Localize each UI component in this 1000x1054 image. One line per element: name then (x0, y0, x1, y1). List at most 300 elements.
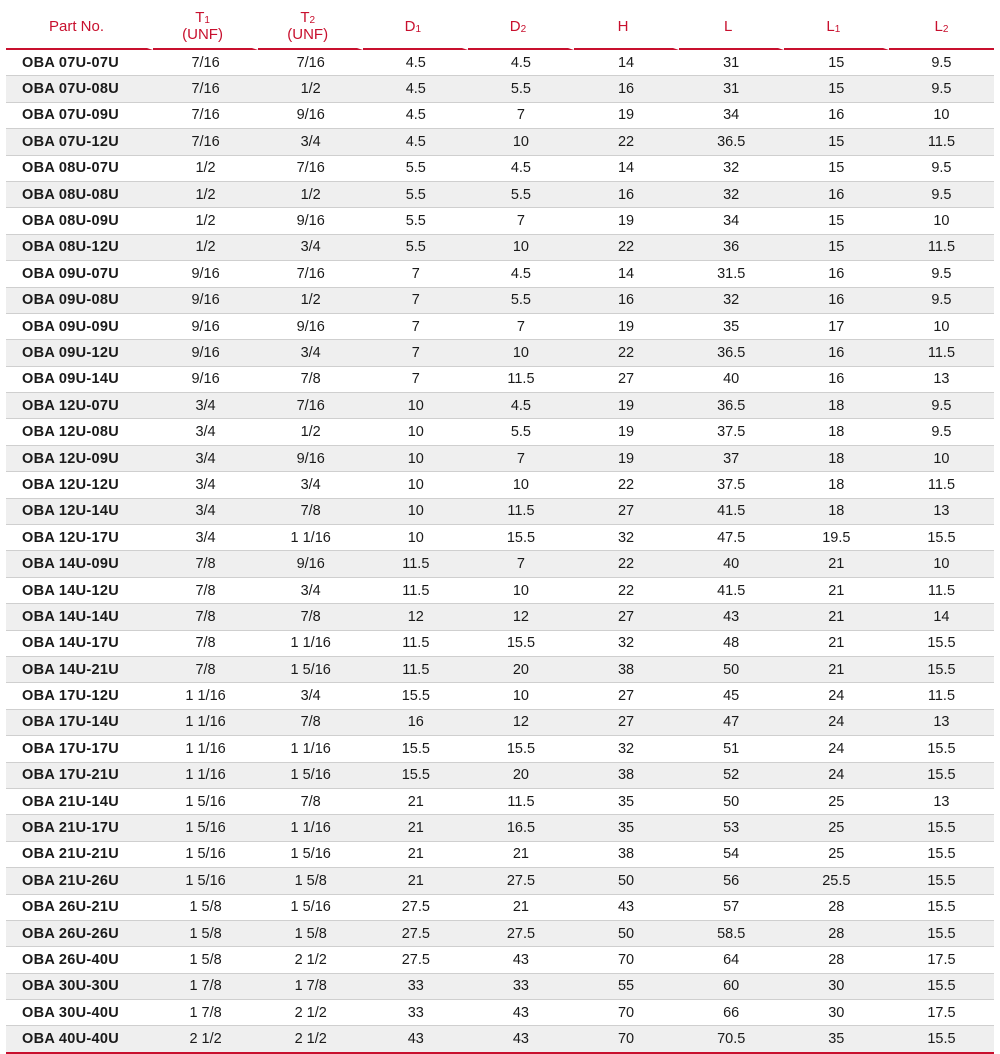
cell-d1: 11.5 (363, 657, 468, 683)
cell-l: 53 (679, 815, 784, 841)
cell-l1: 24 (784, 683, 889, 709)
table-row (6, 895, 994, 921)
cell-d1: 4.5 (363, 103, 468, 129)
cell-l2: 11.5 (889, 472, 994, 498)
part-number-cell: OBA 09U-07U (6, 261, 153, 287)
cell-l: 50 (679, 789, 784, 815)
cell-l: 54 (679, 842, 784, 868)
cell-l2: 9.5 (889, 182, 994, 208)
cell-t2: 1 1/16 (258, 525, 363, 551)
cell-d2: 12 (468, 710, 573, 736)
table-row (6, 921, 994, 947)
cell-d2: 10 (468, 340, 573, 366)
table-row (6, 129, 994, 155)
cell-d2: 4.5 (468, 156, 573, 182)
cell-t1: 1 1/16 (153, 763, 258, 789)
column-header-label: T (195, 9, 205, 26)
cell-t2: 1/2 (258, 76, 363, 102)
cell-l1: 18 (784, 393, 889, 419)
cell-l: 57 (679, 895, 784, 921)
column-header-label: D (404, 17, 416, 35)
cell-t2: 3/4 (258, 472, 363, 498)
cell-l1: 18 (784, 419, 889, 445)
cell-l1: 19.5 (784, 525, 889, 551)
cell-t1: 9/16 (153, 261, 258, 287)
cell-t2: 7/16 (258, 261, 363, 287)
cell-l2: 15.5 (889, 868, 994, 894)
table-row (6, 419, 994, 445)
part-number-cell: OBA 12U-07U (6, 393, 153, 419)
cell-d1: 5.5 (363, 208, 468, 234)
cell-t2: 3/4 (258, 683, 363, 709)
part-number-cell: OBA 08U-07U (6, 156, 153, 182)
cell-t2: 7/16 (258, 393, 363, 419)
cell-d1: 10 (363, 499, 468, 525)
part-number-cell: OBA 17U-21U (6, 763, 153, 789)
cell-h: 22 (574, 129, 679, 155)
cell-l2: 9.5 (889, 288, 994, 314)
cell-t1: 7/8 (153, 604, 258, 630)
cell-d2: 5.5 (468, 76, 573, 102)
table-row (6, 446, 994, 472)
table-row (6, 103, 994, 129)
cell-l: 66 (679, 1000, 784, 1026)
part-spec-table (6, 4, 994, 1054)
cell-h: 27 (574, 604, 679, 630)
cell-l2: 15.5 (889, 815, 994, 841)
cell-t2: 9/16 (258, 208, 363, 234)
cell-l: 37 (679, 446, 784, 472)
cell-h: 16 (574, 288, 679, 314)
table-row (6, 815, 994, 841)
cell-l2: 10 (889, 551, 994, 577)
cell-t1: 3/4 (153, 419, 258, 445)
cell-t1: 1 5/16 (153, 868, 258, 894)
cell-d2: 10 (468, 472, 573, 498)
cell-l2: 10 (889, 208, 994, 234)
cell-d1: 33 (363, 1000, 468, 1026)
cell-h: 70 (574, 947, 679, 973)
cell-l: 43 (679, 604, 784, 630)
table-row (6, 208, 994, 234)
cell-d1: 27.5 (363, 921, 468, 947)
cell-l: 40 (679, 367, 784, 393)
cell-t1: 7/8 (153, 551, 258, 577)
part-number-cell: OBA 17U-14U (6, 710, 153, 736)
cell-l2: 13 (889, 710, 994, 736)
cell-l: 32 (679, 182, 784, 208)
cell-t1: 1 5/16 (153, 815, 258, 841)
cell-d2: 5.5 (468, 182, 573, 208)
cell-d1: 15.5 (363, 683, 468, 709)
cell-l2: 15.5 (889, 1026, 994, 1053)
cell-l1: 18 (784, 446, 889, 472)
cell-h: 70 (574, 1000, 679, 1026)
cell-l1: 18 (784, 472, 889, 498)
cell-h: 70 (574, 1026, 679, 1053)
cell-t2: 2 1/2 (258, 947, 363, 973)
cell-t2: 3/4 (258, 235, 363, 261)
cell-l: 34 (679, 208, 784, 234)
cell-d1: 21 (363, 868, 468, 894)
cell-d2: 11.5 (468, 789, 573, 815)
part-number-cell: OBA 21U-17U (6, 815, 153, 841)
cell-l1: 15 (784, 50, 889, 76)
cell-l1: 25 (784, 815, 889, 841)
cell-l1: 17 (784, 314, 889, 340)
cell-d1: 10 (363, 472, 468, 498)
cell-h: 22 (574, 235, 679, 261)
cell-d1: 7 (363, 367, 468, 393)
cell-t1: 1 7/8 (153, 1000, 258, 1026)
part-number-cell: OBA 14U-21U (6, 657, 153, 683)
cell-t1: 7/16 (153, 103, 258, 129)
cell-h: 35 (574, 815, 679, 841)
cell-h: 19 (574, 446, 679, 472)
cell-l2: 15.5 (889, 974, 994, 1000)
cell-l: 41.5 (679, 499, 784, 525)
cell-d1: 5.5 (363, 182, 468, 208)
part-number-cell: OBA 21U-14U (6, 789, 153, 815)
cell-h: 55 (574, 974, 679, 1000)
cell-l2: 13 (889, 367, 994, 393)
cell-d1: 10 (363, 419, 468, 445)
cell-l1: 25 (784, 842, 889, 868)
part-number-cell: OBA 09U-14U (6, 367, 153, 393)
cell-t2: 9/16 (258, 551, 363, 577)
part-number-cell: OBA 14U-12U (6, 578, 153, 604)
cell-t1: 1/2 (153, 156, 258, 182)
cell-t2: 1 1/16 (258, 736, 363, 762)
cell-t2: 2 1/2 (258, 1000, 363, 1026)
cell-t2: 1 5/8 (258, 868, 363, 894)
part-number-cell: OBA 26U-21U (6, 895, 153, 921)
cell-l: 36.5 (679, 393, 784, 419)
table-body (6, 50, 994, 1054)
cell-t1: 7/16 (153, 76, 258, 102)
cell-h: 50 (574, 921, 679, 947)
cell-t1: 1 1/16 (153, 710, 258, 736)
cell-t1: 1 7/8 (153, 974, 258, 1000)
cell-h: 19 (574, 103, 679, 129)
part-number-cell: OBA 09U-12U (6, 340, 153, 366)
column-header-h (574, 4, 679, 50)
cell-l2: 9.5 (889, 50, 994, 76)
cell-d1: 43 (363, 1026, 468, 1053)
cell-t2: 3/4 (258, 129, 363, 155)
cell-d1: 21 (363, 789, 468, 815)
cell-t1: 7/16 (153, 129, 258, 155)
column-header-d1 (363, 4, 468, 50)
table-row (6, 182, 994, 208)
cell-l1: 15 (784, 76, 889, 102)
cell-t2: 7/8 (258, 789, 363, 815)
cell-t2: 1 1/16 (258, 631, 363, 657)
cell-l: 60 (679, 974, 784, 1000)
table-row (6, 367, 994, 393)
cell-t2: 3/4 (258, 578, 363, 604)
cell-l: 36 (679, 235, 784, 261)
cell-l1: 25.5 (784, 868, 889, 894)
cell-d1: 5.5 (363, 235, 468, 261)
part-number-cell: OBA 14U-17U (6, 631, 153, 657)
cell-d2: 10 (468, 235, 573, 261)
table-row (6, 868, 994, 894)
cell-l2: 9.5 (889, 261, 994, 287)
table-row (6, 578, 994, 604)
cell-l2: 13 (889, 789, 994, 815)
table-row (6, 710, 994, 736)
cell-l1: 16 (784, 288, 889, 314)
cell-d2: 21 (468, 895, 573, 921)
part-number-cell: OBA 21U-26U (6, 868, 153, 894)
cell-d2: 4.5 (468, 50, 573, 76)
cell-d2: 5.5 (468, 419, 573, 445)
table-row (6, 288, 994, 314)
cell-d2: 15.5 (468, 631, 573, 657)
cell-t1: 1/2 (153, 182, 258, 208)
column-header-subscript: 2 (309, 15, 316, 26)
cell-t1: 2 1/2 (153, 1026, 258, 1053)
cell-l1: 15 (784, 235, 889, 261)
cell-t1: 7/8 (153, 631, 258, 657)
cell-t1: 3/4 (153, 499, 258, 525)
cell-d1: 16 (363, 710, 468, 736)
cell-l1: 35 (784, 1026, 889, 1053)
cell-h: 22 (574, 340, 679, 366)
cell-t1: 3/4 (153, 446, 258, 472)
cell-d1: 10 (363, 393, 468, 419)
cell-t1: 3/4 (153, 525, 258, 551)
cell-l2: 11.5 (889, 235, 994, 261)
cell-l1: 16 (784, 103, 889, 129)
cell-l2: 15.5 (889, 736, 994, 762)
table-row (6, 604, 994, 630)
cell-l: 32 (679, 156, 784, 182)
cell-d1: 4.5 (363, 50, 468, 76)
cell-d2: 10 (468, 578, 573, 604)
part-number-cell: OBA 17U-12U (6, 683, 153, 709)
cell-d1: 12 (363, 604, 468, 630)
cell-d2: 7 (468, 103, 573, 129)
cell-d1: 15.5 (363, 763, 468, 789)
table-row (6, 340, 994, 366)
cell-l2: 15.5 (889, 525, 994, 551)
column-header-unit: (UNF) (182, 26, 223, 43)
cell-l2: 15.5 (889, 895, 994, 921)
cell-d2: 5.5 (468, 288, 573, 314)
cell-t1: 1 5/8 (153, 895, 258, 921)
cell-d1: 27.5 (363, 947, 468, 973)
cell-l1: 21 (784, 604, 889, 630)
part-number-cell: OBA 17U-17U (6, 736, 153, 762)
cell-d2: 4.5 (468, 261, 573, 287)
cell-l1: 15 (784, 156, 889, 182)
cell-l1: 16 (784, 261, 889, 287)
cell-h: 14 (574, 156, 679, 182)
cell-d2: 21 (468, 842, 573, 868)
part-number-cell: OBA 09U-09U (6, 314, 153, 340)
cell-d1: 5.5 (363, 156, 468, 182)
column-header-label: L (934, 17, 943, 35)
cell-l1: 25 (784, 789, 889, 815)
cell-l: 47 (679, 710, 784, 736)
table-header (6, 4, 994, 50)
cell-l: 52 (679, 763, 784, 789)
column-header-subscript: 1 (204, 15, 210, 26)
cell-t1: 1 5/8 (153, 947, 258, 973)
cell-t1: 7/8 (153, 657, 258, 683)
part-number-cell: OBA 08U-12U (6, 235, 153, 261)
cell-l1: 15 (784, 208, 889, 234)
cell-h: 38 (574, 657, 679, 683)
cell-l: 58.5 (679, 921, 784, 947)
cell-d2: 20 (468, 763, 573, 789)
cell-d1: 7 (363, 261, 468, 287)
cell-t1: 1/2 (153, 208, 258, 234)
table-row (6, 76, 994, 102)
cell-h: 22 (574, 578, 679, 604)
cell-l: 64 (679, 947, 784, 973)
table-row (6, 235, 994, 261)
cell-t1: 1 1/16 (153, 683, 258, 709)
cell-t2: 2 1/2 (258, 1026, 363, 1053)
cell-d1: 11.5 (363, 631, 468, 657)
cell-t2: 1 5/16 (258, 895, 363, 921)
cell-d2: 7 (468, 446, 573, 472)
cell-l2: 11.5 (889, 683, 994, 709)
cell-h: 22 (574, 472, 679, 498)
cell-l: 31 (679, 76, 784, 102)
cell-d2: 10 (468, 129, 573, 155)
column-header-l2 (889, 4, 994, 50)
cell-t2: 7/16 (258, 50, 363, 76)
table-row (6, 842, 994, 868)
cell-l2: 9.5 (889, 76, 994, 102)
column-header-subscript: 1 (834, 23, 841, 35)
column-header-l1 (784, 4, 889, 50)
cell-h: 27 (574, 683, 679, 709)
cell-d2: 43 (468, 1026, 573, 1053)
cell-t2: 9/16 (258, 446, 363, 472)
cell-l2: 9.5 (889, 393, 994, 419)
cell-l1: 18 (784, 499, 889, 525)
cell-d2: 4.5 (468, 393, 573, 419)
cell-l2: 11.5 (889, 129, 994, 155)
cell-l: 36.5 (679, 129, 784, 155)
part-number-cell: OBA 08U-08U (6, 182, 153, 208)
cell-d1: 7 (363, 288, 468, 314)
cell-l1: 16 (784, 367, 889, 393)
cell-t2: 7/8 (258, 367, 363, 393)
table-row (6, 631, 994, 657)
cell-d1: 27.5 (363, 895, 468, 921)
cell-l1: 28 (784, 921, 889, 947)
cell-t1: 9/16 (153, 314, 258, 340)
cell-t2: 1 7/8 (258, 974, 363, 1000)
cell-l2: 11.5 (889, 578, 994, 604)
cell-l2: 9.5 (889, 156, 994, 182)
part-number-cell: OBA 08U-09U (6, 208, 153, 234)
cell-l1: 24 (784, 763, 889, 789)
cell-t1: 7/16 (153, 50, 258, 76)
cell-t2: 1 5/16 (258, 842, 363, 868)
cell-l: 34 (679, 103, 784, 129)
cell-l2: 9.5 (889, 419, 994, 445)
column-header-unit: (UNF) (287, 26, 329, 43)
table-row (6, 657, 994, 683)
cell-h: 22 (574, 551, 679, 577)
cell-t2: 1 5/16 (258, 763, 363, 789)
cell-l2: 17.5 (889, 947, 994, 973)
cell-l: 70.5 (679, 1026, 784, 1053)
table-row (6, 156, 994, 182)
cell-h: 19 (574, 419, 679, 445)
part-number-cell: OBA 12U-14U (6, 499, 153, 525)
cell-d1: 33 (363, 974, 468, 1000)
cell-l2: 15.5 (889, 842, 994, 868)
cell-d2: 12 (468, 604, 573, 630)
cell-t1: 1 5/16 (153, 789, 258, 815)
cell-t1: 9/16 (153, 367, 258, 393)
cell-l: 32 (679, 288, 784, 314)
cell-t1: 3/4 (153, 393, 258, 419)
cell-t2: 1 5/16 (258, 657, 363, 683)
cell-l1: 21 (784, 551, 889, 577)
cell-l1: 24 (784, 736, 889, 762)
cell-t1: 1 5/8 (153, 921, 258, 947)
cell-l1: 28 (784, 895, 889, 921)
cell-l2: 15.5 (889, 657, 994, 683)
cell-l2: 15.5 (889, 921, 994, 947)
table-row (6, 683, 994, 709)
cell-l2: 10 (889, 446, 994, 472)
part-number-cell: OBA 12U-17U (6, 525, 153, 551)
cell-d1: 4.5 (363, 76, 468, 102)
part-number-cell: OBA 21U-21U (6, 842, 153, 868)
table-row (6, 763, 994, 789)
cell-l1: 21 (784, 657, 889, 683)
cell-d2: 16.5 (468, 815, 573, 841)
cell-h: 19 (574, 314, 679, 340)
part-number-cell: OBA 30U-40U (6, 1000, 153, 1026)
column-header-label: D (509, 17, 521, 35)
cell-h: 27 (574, 710, 679, 736)
cell-l1: 21 (784, 578, 889, 604)
column-header-label: L (826, 17, 835, 35)
cell-h: 14 (574, 50, 679, 76)
column-header-part-no (6, 4, 153, 50)
cell-h: 16 (574, 76, 679, 102)
cell-d2: 27.5 (468, 868, 573, 894)
part-number-cell: OBA 26U-40U (6, 947, 153, 973)
column-header-subscript: 2 (942, 23, 949, 35)
part-number-cell: OBA 12U-09U (6, 446, 153, 472)
part-number-cell: OBA 07U-08U (6, 76, 153, 102)
cell-d2: 11.5 (468, 367, 573, 393)
table-row (6, 974, 994, 1000)
cell-l2: 15.5 (889, 631, 994, 657)
cell-t2: 1 5/8 (258, 921, 363, 947)
cell-l: 56 (679, 868, 784, 894)
cell-d2: 7 (468, 314, 573, 340)
cell-l1: 15 (784, 129, 889, 155)
cell-t1: 9/16 (153, 288, 258, 314)
cell-d1: 11.5 (363, 578, 468, 604)
cell-d2: 27.5 (468, 921, 573, 947)
table-row (6, 525, 994, 551)
table-row (6, 499, 994, 525)
